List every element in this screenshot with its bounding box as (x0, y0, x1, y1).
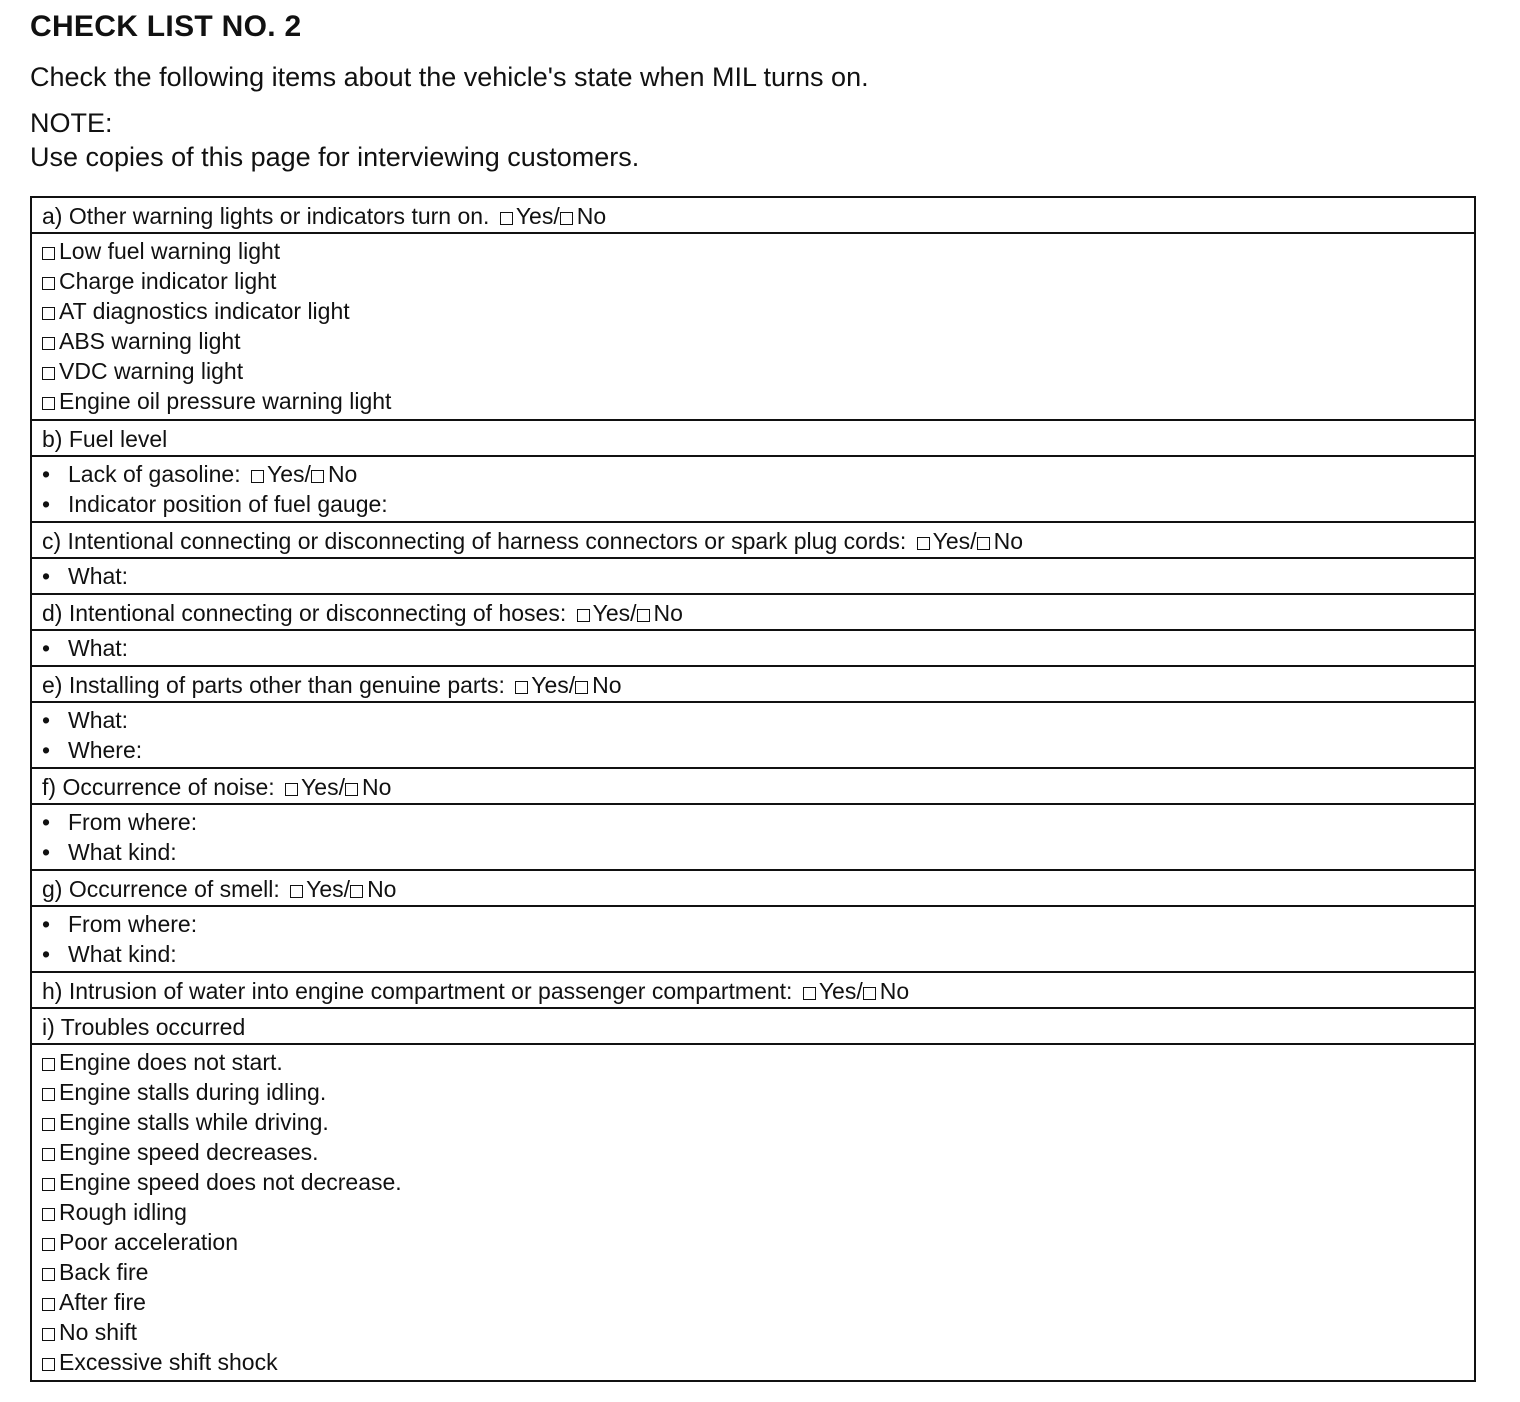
list-item (42, 1257, 1474, 1287)
yes-label: Yes/ (306, 876, 351, 902)
list-item (42, 1167, 1474, 1197)
row-f-question (42, 772, 1474, 802)
item-label: Rough idling (59, 1199, 187, 1225)
question-text: g) Occurrence of smell: (42, 876, 280, 902)
question-text: c) Intentional connecting or disconnecting of harness connectors or spark plug cords: (42, 528, 907, 554)
list-item (42, 1047, 1474, 1077)
yes-label: Yes/ (932, 528, 977, 554)
checklist-table (30, 196, 1476, 1382)
item-label: Engine stalls while driving. (59, 1109, 329, 1135)
checkbox[interactable] (42, 1058, 55, 1071)
item-label: From where: (68, 809, 198, 835)
item-label: No shift (59, 1319, 137, 1345)
bullet-icon: • (42, 635, 51, 661)
no-checkbox[interactable] (977, 537, 990, 550)
item-label: Engine oil pressure warning light (59, 388, 392, 414)
intro-text: Check the following items about the vehicle's state when MIL turns on. (30, 62, 869, 92)
checkbox[interactable] (42, 1118, 55, 1131)
no-checkbox[interactable] (637, 609, 650, 622)
list-item (42, 1287, 1474, 1317)
row-f-items (32, 805, 1474, 871)
list-item (42, 356, 1474, 386)
row-h-question (42, 976, 1474, 1006)
list-item (42, 561, 1474, 591)
item-label: Charge indicator light (59, 268, 277, 294)
row-g-header (32, 871, 1474, 907)
list-item (42, 296, 1474, 326)
item-label: AT diagnostics indicator light (59, 298, 350, 324)
item-label: From where: (68, 911, 198, 937)
list-item (42, 1317, 1474, 1347)
row-e-question (42, 670, 1474, 700)
question-text: i) Troubles occurred (42, 1014, 246, 1040)
no-label: No (653, 600, 683, 626)
row-a-items (32, 234, 1474, 421)
checkbox[interactable] (42, 367, 55, 380)
list-item (42, 489, 1474, 519)
no-label: No (879, 978, 910, 1004)
note-label: NOTE: (30, 108, 113, 138)
no-label: No (576, 203, 607, 229)
row-a-question (42, 201, 1474, 231)
item-label: Poor acceleration (59, 1229, 238, 1255)
item-label: Indicator position of fuel gauge: (68, 491, 388, 517)
yes-checkbox[interactable] (251, 470, 264, 483)
no-label: No (327, 461, 358, 487)
list-item (42, 326, 1474, 356)
list-item (42, 909, 1474, 939)
question-text: h) Intrusion of water into engine compartment or passenger compartment: (42, 978, 793, 1004)
item-label: Excessive shift shock (59, 1349, 278, 1375)
no-label: No (993, 528, 1023, 554)
yes-checkbox[interactable] (577, 609, 590, 622)
item-label: What: (68, 563, 129, 589)
item-label: ABS warning light (59, 328, 241, 354)
row-b-header (32, 421, 1474, 457)
row-a-header (32, 198, 1474, 234)
checkbox[interactable] (42, 1328, 55, 1341)
no-checkbox[interactable] (311, 470, 324, 483)
checkbox[interactable] (42, 307, 55, 320)
item-label: Engine speed decreases. (59, 1139, 319, 1165)
checkbox[interactable] (42, 1238, 55, 1251)
checkbox[interactable] (42, 1178, 55, 1191)
bullet-icon: • (42, 839, 51, 865)
list-item (42, 459, 1474, 489)
list-item (42, 807, 1474, 837)
row-b-items (32, 457, 1474, 523)
row-g-items (32, 907, 1474, 973)
yes-label: Yes/ (301, 774, 345, 800)
item-label: What kind: (68, 941, 177, 967)
item-label: Back fire (59, 1259, 149, 1285)
page-title: CHECK LIST NO. 2 (30, 10, 302, 43)
checkbox[interactable] (42, 1088, 55, 1101)
item-label: Engine stalls during idling. (59, 1079, 327, 1105)
row-c-header (32, 523, 1474, 559)
no-checkbox[interactable] (863, 987, 876, 1000)
yes-label: Yes/ (515, 203, 560, 229)
list-item (42, 236, 1474, 266)
item-label: Engine speed does not decrease. (59, 1169, 402, 1195)
row-c-question (42, 526, 1474, 556)
question-text: e) Installing of parts other than genuine parts: (42, 672, 505, 698)
item-label: After fire (59, 1289, 146, 1315)
yes-checkbox[interactable] (290, 885, 303, 898)
no-label: No (361, 774, 392, 800)
row-d-header (32, 595, 1474, 631)
checkbox[interactable] (42, 247, 55, 260)
question-text: d) Intentional connecting or disconnecting of hoses: (42, 600, 567, 626)
row-f-header (32, 769, 1474, 805)
checkbox[interactable] (42, 1358, 55, 1371)
bullet-icon: • (42, 737, 51, 763)
bullet-icon: • (42, 707, 51, 733)
no-checkbox[interactable] (345, 783, 358, 796)
item-label: What: (68, 707, 129, 733)
list-item (42, 837, 1474, 867)
checkbox[interactable] (42, 277, 55, 290)
row-i-header (32, 1009, 1474, 1045)
item-label: What kind: (68, 839, 177, 865)
yes-checkbox[interactable] (917, 537, 930, 550)
row-c-items (32, 559, 1474, 595)
item-label: VDC warning light (59, 358, 244, 384)
yes-label: Yes/ (592, 600, 637, 626)
item-label: What: (68, 635, 129, 661)
list-item (42, 386, 1474, 416)
yes-label: Yes/ (818, 978, 863, 1004)
yes-checkbox[interactable] (515, 681, 528, 694)
yes-checkbox[interactable] (285, 783, 298, 796)
list-item (42, 705, 1474, 735)
item-label: Lack of gasoline: (68, 461, 241, 487)
checkbox[interactable] (42, 397, 55, 410)
list-item (42, 939, 1474, 969)
list-item (42, 1137, 1474, 1167)
list-item (42, 633, 1474, 663)
bullet-icon: • (42, 491, 51, 517)
no-checkbox[interactable] (560, 212, 573, 225)
no-checkbox[interactable] (350, 885, 363, 898)
yes-label: Yes/ (531, 672, 576, 698)
bullet-icon: • (42, 941, 51, 967)
no-label: No (592, 672, 622, 698)
list-item (42, 735, 1474, 765)
checkbox[interactable] (42, 1208, 55, 1221)
row-i-items (32, 1045, 1474, 1380)
list-item (42, 1197, 1474, 1227)
row-e-items (32, 703, 1474, 769)
list-item (42, 1347, 1474, 1377)
bullet-icon: • (42, 461, 51, 487)
no-label: No (367, 876, 397, 902)
item-label: Where: (68, 737, 143, 763)
note-text: Use copies of this page for interviewing customers. (30, 142, 640, 172)
row-h-header (32, 973, 1474, 1009)
list-item (42, 1227, 1474, 1257)
item-label: Low fuel warning light (59, 238, 281, 264)
no-checkbox[interactable] (575, 681, 588, 694)
yes-label: Yes/ (267, 461, 311, 487)
bullet-icon: • (42, 809, 51, 835)
yes-checkbox[interactable] (803, 987, 816, 1000)
question-text: b) Fuel level (42, 426, 168, 452)
bullet-icon: • (42, 563, 51, 589)
checkbox[interactable] (42, 337, 55, 350)
row-d-question (42, 598, 1474, 628)
question-text: a) Other warning lights or indicators turn on. (42, 203, 490, 229)
list-item (42, 1107, 1474, 1137)
bullet-icon: • (42, 911, 51, 937)
checkbox[interactable] (42, 1298, 55, 1311)
checkbox[interactable] (42, 1268, 55, 1281)
yes-checkbox[interactable] (500, 212, 513, 225)
row-g-question (42, 874, 1474, 904)
list-item (42, 1077, 1474, 1107)
checkbox[interactable] (42, 1148, 55, 1161)
row-e-header (32, 667, 1474, 703)
row-d-items (32, 631, 1474, 667)
list-item (42, 266, 1474, 296)
question-text: f) Occurrence of noise: (42, 774, 275, 800)
item-label: Engine does not start. (59, 1049, 283, 1075)
